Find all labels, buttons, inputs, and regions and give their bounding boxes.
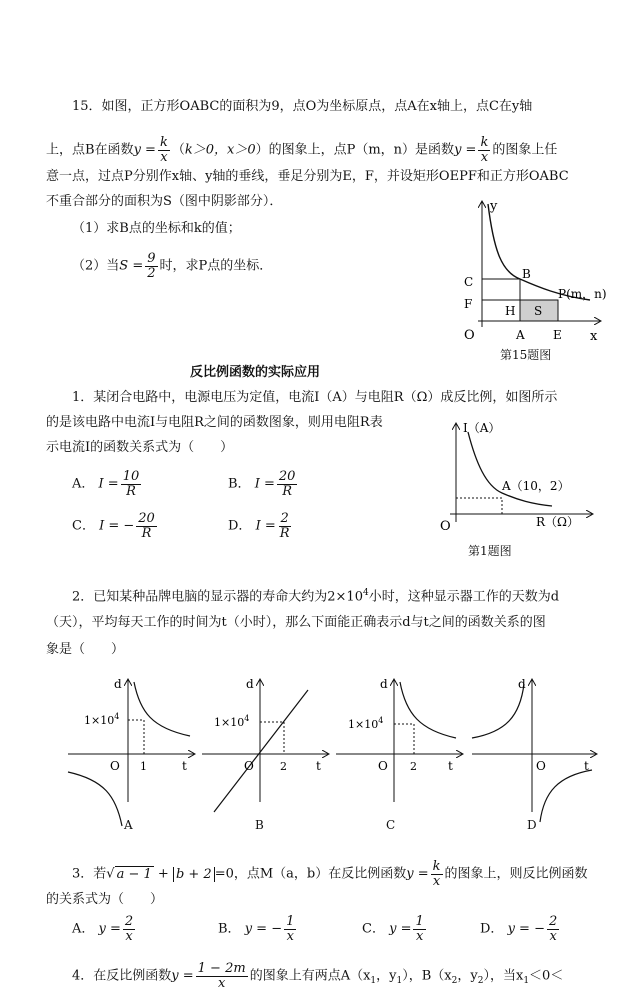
svg-text:d: d (380, 677, 388, 691)
svg-text:1: 1 (140, 760, 147, 773)
q2-line-1: 2．已知某种品牌电脑的显示器的寿命大约为$2\times 10^4$小时，这种显示器工作的天数为d (72, 588, 560, 605)
curve-q2 (472, 684, 524, 738)
q2-graph-c (330, 672, 470, 832)
fraction-k-over-x-2: $\frac{k}{x}$ (480, 135, 489, 165)
svg-text:O: O (110, 759, 120, 773)
q2-line-3: 象是（ ） (46, 642, 125, 657)
label-H: H (505, 304, 516, 318)
q15-part-1: （1）求B点的坐标和k的值； (72, 221, 241, 236)
svg-text:t: t (584, 759, 589, 773)
fraction-nine-halves: $\frac{9}{2}$ (147, 251, 156, 281)
q15-line-3: 意一点，过点P分别作x轴、y轴的垂线，垂足分别为E，F，并设矩形OEPF和正方形OABC (46, 169, 569, 184)
q2-graph-a (62, 672, 202, 832)
label-P: P(m，n) (558, 287, 607, 301)
svg-text:t: t (182, 759, 187, 773)
q4-line-1: 4．在反比例函数y = $\frac{1 - 2m}{x}$ 的图象上有两点$A(x_1$，$y_1$），$B(x_2$，$y_2$），当$x_1<0<$ (72, 961, 564, 991)
label-O: O (464, 328, 475, 343)
q1-line-2: 的是该电路中电流I与电阻R之间的函数图象，则用电阻R表 (46, 415, 383, 430)
origin-label: O (440, 519, 451, 534)
svg-text:1×104: $1\times 10^4$ (84, 712, 120, 727)
q3-option-c[interactable]: C． y = $\frac{1}{x}$ (362, 914, 424, 944)
hyperbola-curve (488, 204, 590, 300)
q1-line-1: 1．某闭合电路中，电源电压为定值，电流I（A）与电阻R（Ω）成反比例，如图所示 (72, 390, 558, 405)
q15-part-2: （2）当S = $\frac{9}{2}$ 时，求P点的坐标． (72, 251, 273, 281)
svg-text:d: d (518, 677, 526, 691)
label-S: S (534, 304, 543, 318)
straight-line (214, 690, 308, 812)
label-y: y (490, 199, 498, 214)
inverse-curve (468, 432, 552, 506)
q2-label-c: C (386, 818, 396, 832)
q3-line-2: 的关系式为（ ） (46, 892, 164, 907)
curve-q1 (400, 682, 456, 738)
point-A-label: A（10，2） (502, 479, 570, 493)
label-E: E (553, 328, 562, 342)
dotted-guides (456, 498, 502, 514)
q1-option-d[interactable]: D． I = $\frac{2}{R}$ (228, 511, 290, 541)
q3-option-d[interactable]: D． y = − $\frac{2}{x}$ (480, 914, 558, 944)
q1-line-3: 示电流I的函数关系式为（ ） (46, 440, 234, 455)
svg-text:O: O (378, 759, 388, 773)
r-axis-label: R（Ω） (536, 515, 579, 529)
svg-text:1×104: $1\times 10^4$ (348, 716, 384, 731)
label-B: B (522, 267, 531, 281)
label-x: x (590, 329, 598, 344)
q3-line-1: 3．若√ a − 1 + b + 2 =0，点M（a，b）在反比例函数y = $\frac{k}{x}$ 的图象上，则反比例函数 (72, 859, 588, 889)
q2-graph-d (466, 672, 606, 832)
svg-text:O: O (244, 759, 254, 773)
q1-figure (432, 418, 622, 538)
q3-option-a[interactable]: A． y = $\frac{2}{x}$ (72, 914, 134, 944)
svg-text:2: 2 (410, 760, 417, 773)
q1-option-c[interactable]: C． I = − $\frac{20}{R}$ (72, 511, 155, 541)
curve-q1 (134, 682, 190, 736)
svg-text:d: d (246, 677, 254, 691)
q15-line-2: 上，点B在函数y = $\frac{k}{x}$ （k＞0，x＞0）的图象上，点P（m，n）是函数y = $\frac{k}{x}$ 的图象上任 (46, 135, 558, 165)
q1-option-b[interactable]: B． I = $\frac{20}{R}$ (228, 469, 296, 499)
q2-graph-b (196, 672, 336, 832)
q2-label-b: B (255, 818, 264, 832)
curve-q3 (68, 772, 122, 826)
svg-text:d: d (114, 677, 122, 691)
q1-option-a[interactable]: A． I = $\frac{10}{R}$ (72, 469, 140, 499)
label-A: A (516, 328, 525, 342)
svg-text:t: t (448, 759, 453, 773)
dotted-guides (394, 724, 414, 754)
q15-line-4: 不重合部分的面积为S（图中阴影部分）． (46, 194, 283, 209)
q15-caption: 第15题图 (500, 348, 552, 362)
i-axis-label: I（A） (463, 421, 501, 435)
svg-text:1×104: $1\times 10^4$ (214, 714, 250, 729)
q15-figure (450, 192, 620, 367)
q2-label-d: D (527, 818, 537, 832)
q2-label-a: A (124, 818, 133, 832)
q3-option-b[interactable]: B． y = − $\frac{1}{x}$ (218, 914, 295, 944)
label-C: C (464, 275, 474, 289)
section-title: 反比例函数的实际应用 (190, 365, 321, 380)
label-F: F (464, 297, 473, 311)
dotted-guides (128, 720, 144, 754)
q15-line-1: 15．如图，正方形OABC的面积为9，点O为坐标原点，点A在x轴上，点C在y轴 (72, 99, 533, 114)
q2-line-2: （天），平均每天工作的时间为t（小时），那么下面能正确表示d与t之间的函数关系的图 (46, 615, 546, 630)
svg-text:O: O (536, 759, 546, 773)
svg-text:2: 2 (280, 760, 287, 773)
fraction-k-over-x: $\frac{k}{x}$ (159, 135, 168, 165)
q1-caption: 第1题图 (468, 544, 512, 558)
curve-q4 (540, 770, 592, 822)
svg-text:t: t (316, 759, 321, 773)
